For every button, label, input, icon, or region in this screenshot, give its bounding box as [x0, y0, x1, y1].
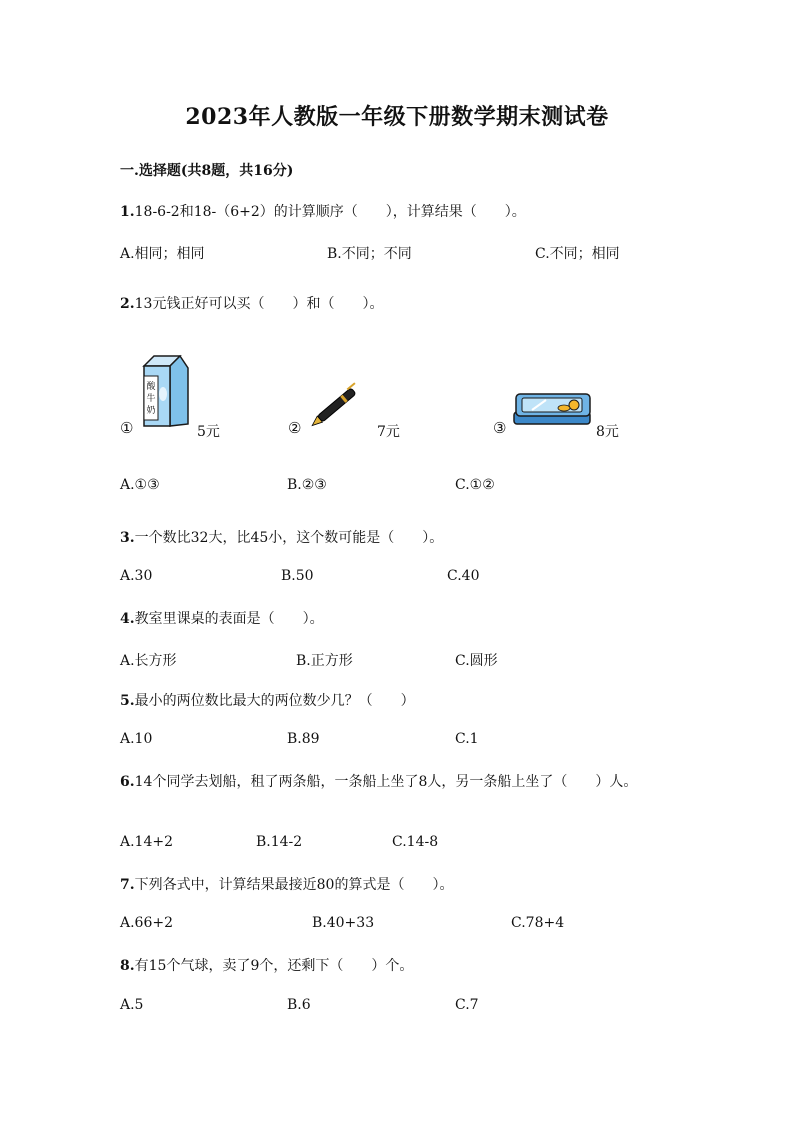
question-number: 5. — [120, 693, 135, 709]
carton-label-2: 牛 — [146, 394, 156, 404]
question-number: 2. — [120, 296, 135, 312]
question-5 — [120, 690, 690, 712]
option-b: B.89 — [287, 731, 320, 747]
option-b: B.不同；不同 — [327, 246, 412, 262]
question-number: 4. — [120, 611, 135, 627]
option-c: C.40 — [447, 568, 480, 584]
carton-label-3: 奶 — [146, 406, 156, 416]
option-b: B.正方形 — [296, 653, 353, 669]
item-mark: ③ — [493, 419, 507, 437]
pencil-case-icon — [512, 390, 594, 430]
question-3 — [120, 527, 690, 549]
question-4 — [120, 608, 690, 630]
question-1 — [120, 201, 690, 223]
question-number: 3. — [120, 530, 135, 546]
option-c: C.7 — [455, 997, 479, 1013]
option-a: A.相同；相同 — [120, 246, 205, 262]
question-text: 一个数比32大，比45小，这个数可能是（ ）。 — [134, 530, 444, 546]
option-c: C.78+4 — [511, 915, 565, 931]
question-text: 18-6-2和18-（6+2）的计算顺序（ ），计算结果（ ）。 — [134, 204, 526, 220]
question-8 — [120, 955, 690, 977]
item-price: 8元 — [596, 424, 619, 440]
question-text: 下列各式中，计算结果最接近80的算式是（ ）。 — [134, 877, 454, 893]
option-b: B.②③ — [287, 477, 327, 493]
fountain-pen-icon — [308, 374, 370, 432]
question-2 — [120, 293, 690, 315]
option-c: C.①② — [455, 477, 495, 493]
option-a: A.30 — [120, 568, 153, 584]
option-b: B.14-2 — [256, 834, 303, 850]
question-text: 教室里课桌的表面是（ ）。 — [134, 611, 324, 627]
carton-label-1: 酸 — [146, 382, 156, 392]
question-text: 14个同学去划船，租了两条船，一条船上坐了8人，另一条船上坐了（ ）人。 — [134, 774, 638, 790]
question-6 — [120, 771, 690, 793]
question-number: 6. — [120, 774, 135, 790]
question-text: 最小的两位数比最大的两位数少几？（ ） — [134, 693, 415, 709]
option-a: A.14+2 — [120, 834, 174, 850]
question-number: 8. — [120, 958, 135, 974]
option-a: A.5 — [120, 997, 144, 1013]
option-b: B.6 — [287, 997, 311, 1013]
item-mark: ① — [120, 419, 134, 437]
item-mark: ② — [288, 419, 302, 437]
option-c: C.14-8 — [392, 834, 439, 850]
option-c: C.不同；相同 — [535, 246, 620, 262]
option-a: A.①③ — [120, 477, 160, 493]
option-c: C.圆形 — [455, 653, 498, 669]
option-a: A.长方形 — [120, 653, 177, 669]
option-c: C.1 — [455, 731, 479, 747]
question-number: 1. — [120, 204, 135, 220]
question-number: 7. — [120, 877, 135, 893]
yogurt-carton-icon — [140, 354, 192, 428]
question-text: 有15个气球，卖了9个，还剩下（ ）个。 — [134, 958, 414, 974]
option-b: B.40+33 — [312, 915, 375, 931]
question-7 — [120, 874, 690, 896]
item-price: 5元 — [197, 424, 220, 440]
page-title: 2023年人教版一年级下册数学期末测试卷 — [185, 104, 609, 130]
item-price: 7元 — [377, 424, 400, 440]
option-a: A.66+2 — [120, 915, 174, 931]
question-text: 13元钱正好可以买（ ）和（ ）。 — [134, 296, 384, 312]
option-a: A.10 — [120, 731, 153, 747]
option-b: B.50 — [281, 568, 314, 584]
section-heading: 一.选择题(共8题，共16分) — [120, 163, 294, 179]
